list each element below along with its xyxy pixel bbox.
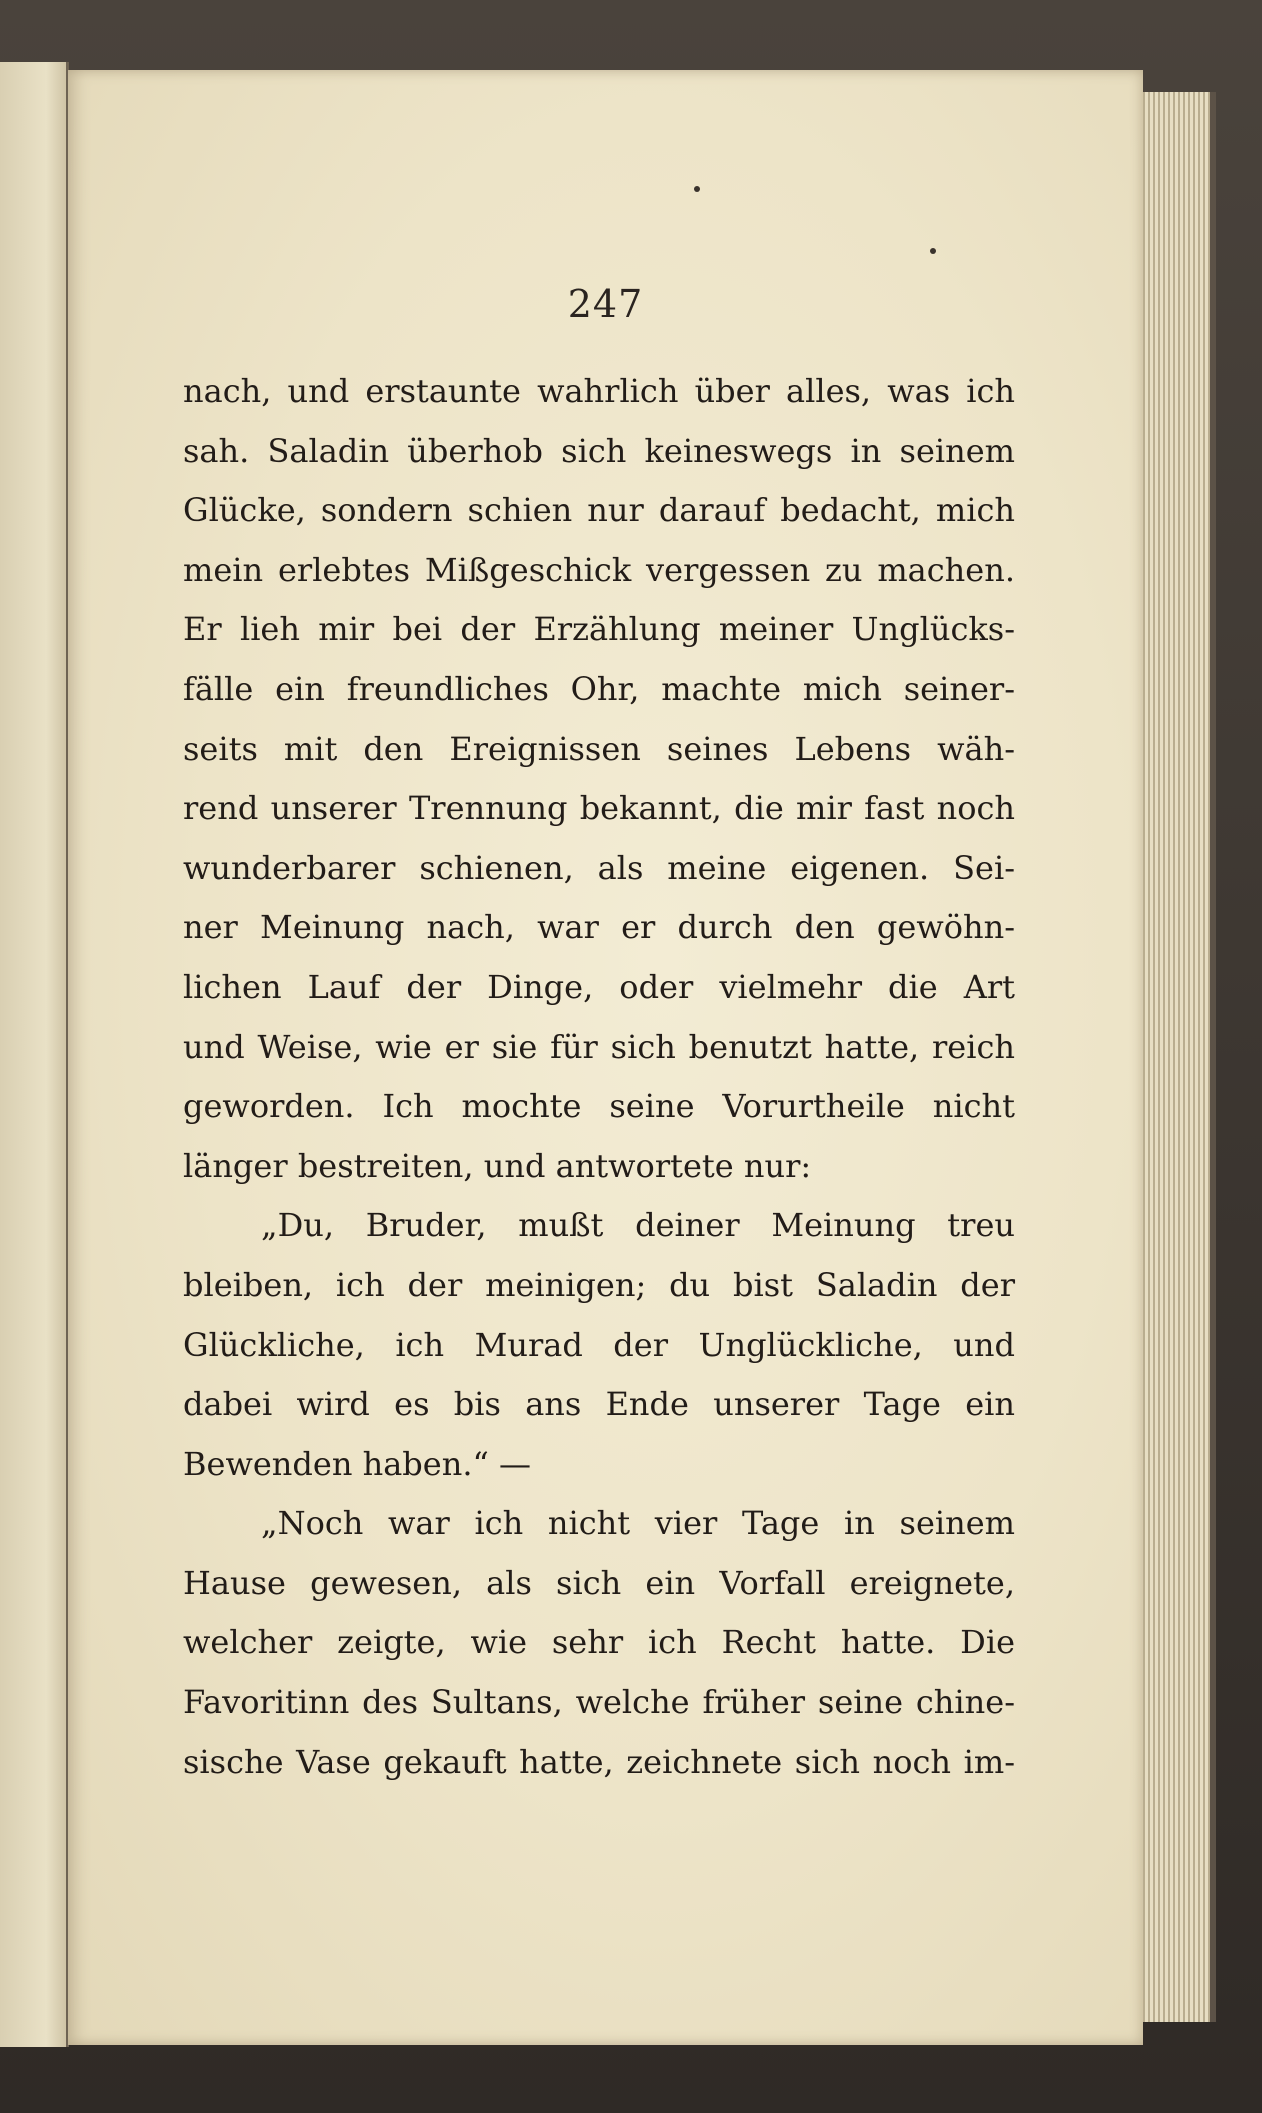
text-line: seits mit den Ereignissen seines Lebens wäh-	[183, 729, 1015, 768]
body-text	[183, 362, 1015, 1792]
text-line: „Noch war ich nicht vier Tage in seinem	[261, 1504, 1015, 1543]
paper-speck	[694, 186, 700, 192]
text-line: bleiben, ich der meinigen; du bist Saladin der	[183, 1265, 1015, 1304]
facing-page-edge	[0, 62, 69, 2047]
text-line: ner Meinung nach, war er durch den gewöhn-	[183, 908, 1015, 947]
text-line: Glückliche, ich Murad der Unglückliche, und	[183, 1325, 1015, 1364]
text-line: und Weise, wie er sie für sich benutzt hatte, reich	[183, 1027, 1015, 1066]
page-number: 247	[567, 282, 644, 326]
text-line: sische Vase gekauft hatte, zeichnete sich noch im-	[183, 1742, 1015, 1781]
text-line: welcher zeigte, wie sehr ich Recht hatte. Die	[183, 1623, 1015, 1662]
text-line: länger bestreiten, und antwortete nur:	[183, 1146, 812, 1185]
text-line: nach, und erstaunte wahrlich über alles, was ich	[183, 372, 1015, 410]
text-line: mein erlebtes Mißgeschick vergessen zu machen.	[183, 550, 1015, 589]
text-line: geworden. Ich mochte seine Vorurtheile nicht	[183, 1087, 1015, 1126]
text-line: „Du, Bruder, mußt deiner Meinung treu	[261, 1206, 1015, 1245]
text-line: Hause gewesen, als sich ein Vorfall ereignete,	[183, 1563, 1015, 1602]
text-line: lichen Lauf der Dinge, oder vielmehr die Art	[183, 967, 1015, 1006]
text-line: Er lieh mir bei der Erzählung meiner Unglücks-	[183, 610, 1015, 649]
text-line: dabei wird es bis ans Ende unserer Tage ein	[183, 1385, 1015, 1424]
paper-speck	[930, 248, 936, 254]
text-line: sah. Saladin überhob sich keineswegs in seinem	[183, 431, 1015, 470]
text-line: Bewenden haben.“ —	[183, 1444, 532, 1483]
text-line: Favoritinn des Sultans, welche früher seine chine-	[183, 1683, 1015, 1722]
text-line: fälle ein freundliches Ohr, machte mich seiner-	[183, 669, 1015, 708]
text-line: Glücke, sondern schien nur darauf bedacht, mich	[183, 491, 1015, 530]
text-line: wunderbarer schienen, als meine eigenen. Sei-	[183, 848, 1015, 887]
text-line: rend unserer Trennung bekannt, die mir fast noch	[183, 789, 1015, 828]
page-stack-edges	[1140, 92, 1216, 2022]
